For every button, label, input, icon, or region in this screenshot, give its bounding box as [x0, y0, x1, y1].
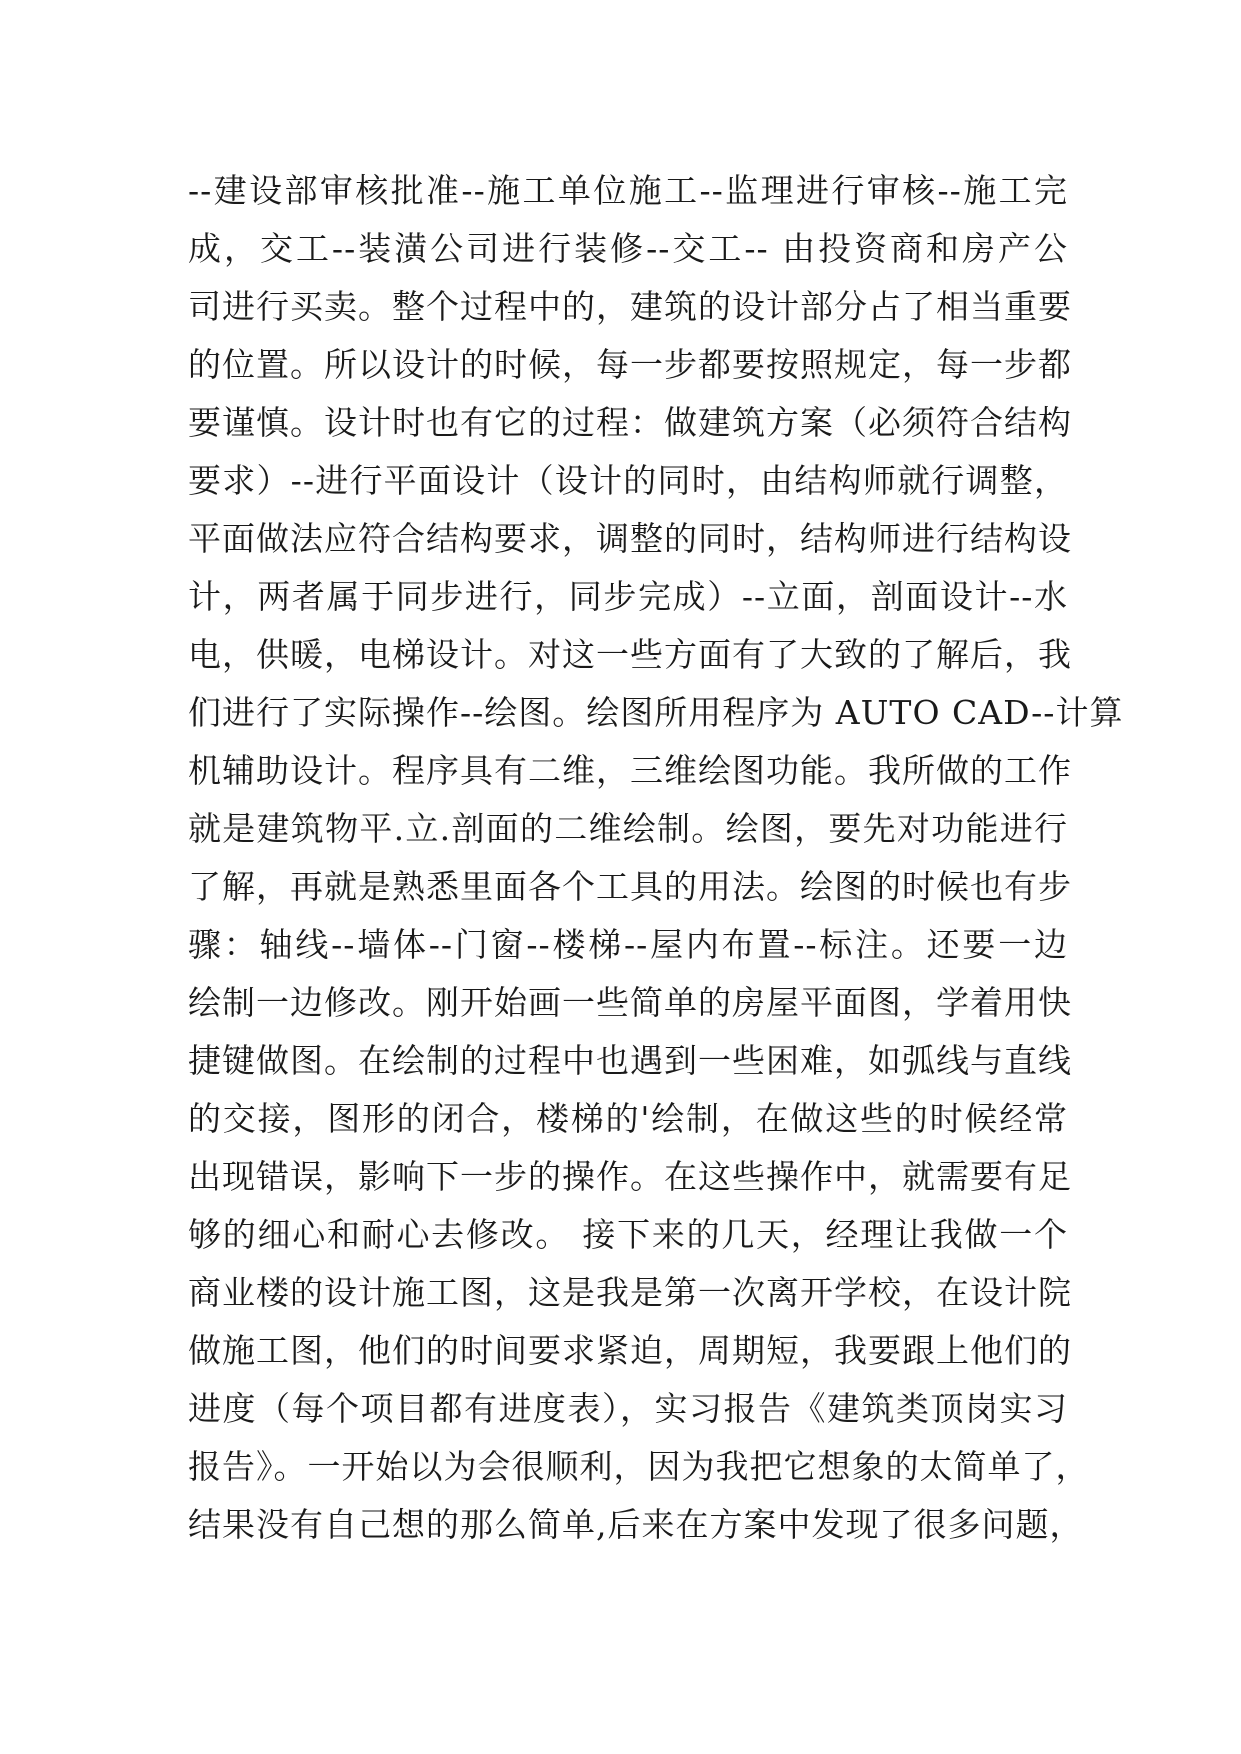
text-line: 的位置。所以设计的时候，每一步都要按照规定，每一步都 [188, 345, 1072, 384]
text-line: 的交接，图形的闭合，楼梯的'绘制，在做这些的时候经常 [188, 1099, 1068, 1138]
text-line: 电，供暖，电梯设计。对这一些方面有了大致的了解后，我 [188, 635, 1072, 674]
text-line: 平面做法应符合结构要求，调整的同时，结构师进行结构设 [188, 519, 1072, 558]
text-line: 捷键做图。在绘制的过程中也遇到一些困难，如弧线与直线 [188, 1041, 1072, 1080]
text-line: 成，交工--装潢公司进行装修--交工-- 由投资商和房产公 [188, 229, 1068, 268]
text-line: 要谨慎。设计时也有它的过程：做建筑方案（必须符合结构 [188, 403, 1072, 442]
text-line: 做施工图，他们的时间要求紧迫，周期短，我要跟上他们的 [188, 1331, 1072, 1370]
text-line: 报告》。一开始以为会很顺利，因为我把它想象的太简单了， [188, 1447, 1090, 1486]
text-line: 够的细心和耐心去修改。 接下来的几天，经理让我做一个 [188, 1215, 1068, 1254]
text-line: 骤：轴线--墙体--门窗--楼梯--屋内布置--标注。还要一边 [188, 925, 1068, 964]
text-line: 商业楼的设计施工图，这是我是第一次离开学校，在设计院 [188, 1273, 1072, 1312]
text-line: 机辅助设计。程序具有二维，三维绘图功能。我所做的工作 [188, 751, 1072, 790]
text-line: --建设部审核批准--施工单位施工--监理进行审核--施工完 [188, 171, 1068, 210]
text-line: 司进行买卖。整个过程中的，建筑的设计部分占了相当重要 [188, 287, 1072, 326]
text-line: 绘制一边修改。刚开始画一些简单的房屋平面图，学着用快 [188, 983, 1072, 1022]
text-line: 计，两者属于同步进行，同步完成）--立面，剖面设计--水 [188, 577, 1068, 616]
text-line: 进度（每个项目都有进度表），实习报告《建筑类顶岗实习 [188, 1389, 1068, 1428]
body-text [188, 162, 1124, 1554]
text-line: 就是建筑物平.立.剖面的二维绘制。绘图，要先对功能进行 [188, 809, 1068, 848]
text-line: 们进行了实际操作--绘图。绘图所用程序为 AUTO CAD--计算 [188, 693, 1124, 732]
text-line: 了解，再就是熟悉里面各个工具的用法。绘图的时候也有步 [188, 867, 1072, 906]
text-line: 出现错误，影响下一步的操作。在这些操作中，就需要有足 [188, 1157, 1072, 1196]
text-line: 要求）--进行平面设计（设计的同时，由结构师就行调整， [188, 461, 1068, 500]
text-line: 结果没有自己想的那么简单,后来在方案中发现了很多问题， [188, 1505, 1084, 1544]
